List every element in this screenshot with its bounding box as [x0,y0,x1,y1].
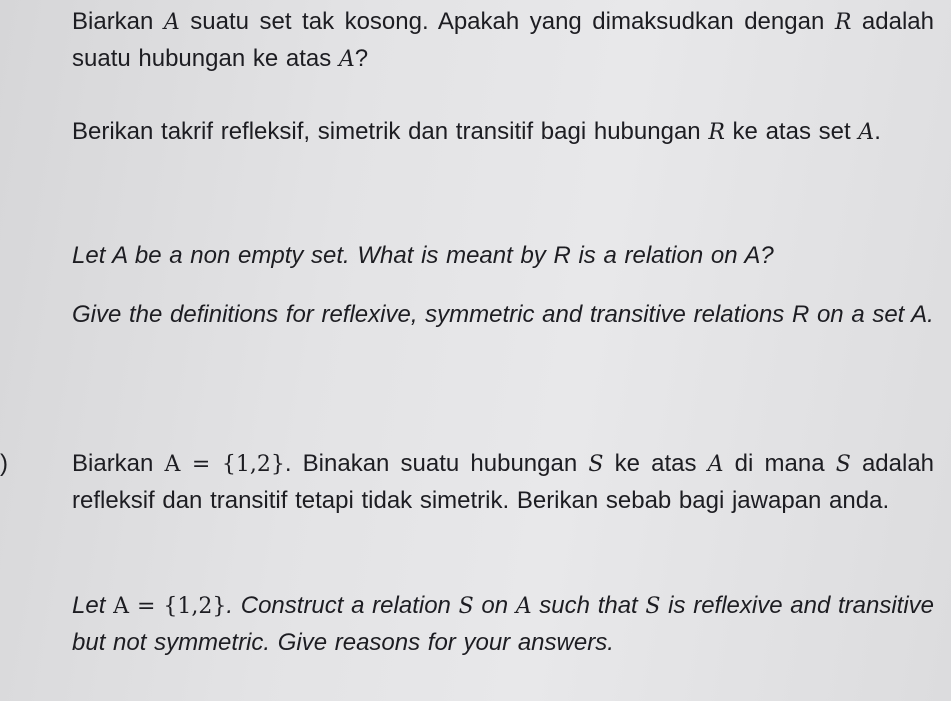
q2-english-text: Give the definitions for reflexive, symmetric and transitive relations R on a set A. [72,301,934,328]
q3-english-text-5: is reflexive and transitive but not symmetric. Give reasons for your answers. [72,592,935,656]
q3-malay-set-expression: A = {1,2} [164,452,285,477]
question-2-malay [72,114,934,151]
q3-malay-text-2: . Binakan suatu hubungan [284,450,589,477]
q3-english-text-2: . Construct a relation [226,592,459,619]
q1-malay-var-a: A [163,10,180,35]
question-3-marker: ) [0,450,8,477]
question-3-malay [72,446,934,519]
q3-malay-text-3: ke atas [603,450,708,477]
q3-english-text-1: Let [72,592,114,619]
q2-malay-var-r: R [708,120,725,145]
q3-english-var-s2: S [645,594,661,619]
q3-malay-text-4: di mana [723,450,836,477]
q2-malay-var-a: A [858,120,875,145]
q2-malay-text-2: ke atas set [724,118,859,145]
question-2-english [72,297,934,333]
q3-malay-text-5: adalah refleksif dan transitif tetapi tidak simetrik. Berikan sebab bagi jawapan anda. [72,450,935,514]
q3-malay-text-1: Biarkan [72,450,165,477]
q3-english-text-4: such that [531,592,646,619]
q3-malay-var-s2: S [835,452,851,477]
q2-malay-text-3: . [874,118,881,145]
q3-english-var-s: S [458,594,474,619]
q3-english-text-3: on [473,592,516,619]
q1-malay-var-r: R [834,10,852,35]
q1-malay-text-1: Biarkan [72,8,164,35]
q3-malay-var-s: S [588,452,604,477]
q1-malay-text-2: suatu set tak kosong. Apakah yang dimaksudkan dengan [179,8,835,35]
q3-english-var-a: A [515,594,532,619]
question-1-malay [72,4,934,78]
question-1-english [72,238,934,274]
q1-malay-var-a2: A [338,47,355,72]
q1-malay-text-3: adalah suatu hubungan ke atas [72,8,934,72]
question-3-english [72,588,934,661]
q1-malay-text-4: ? [354,45,369,72]
q2-malay-text-1: Berikan takrif refleksif, simetrik dan transitif bagi hubungan [72,118,709,145]
q3-english-set-expression: A = {1,2} [113,594,227,619]
q3-malay-var-a: A [707,452,724,477]
q1-english-text: Let A be a non empty set. What is meant by R is a relation on A? [72,242,774,269]
